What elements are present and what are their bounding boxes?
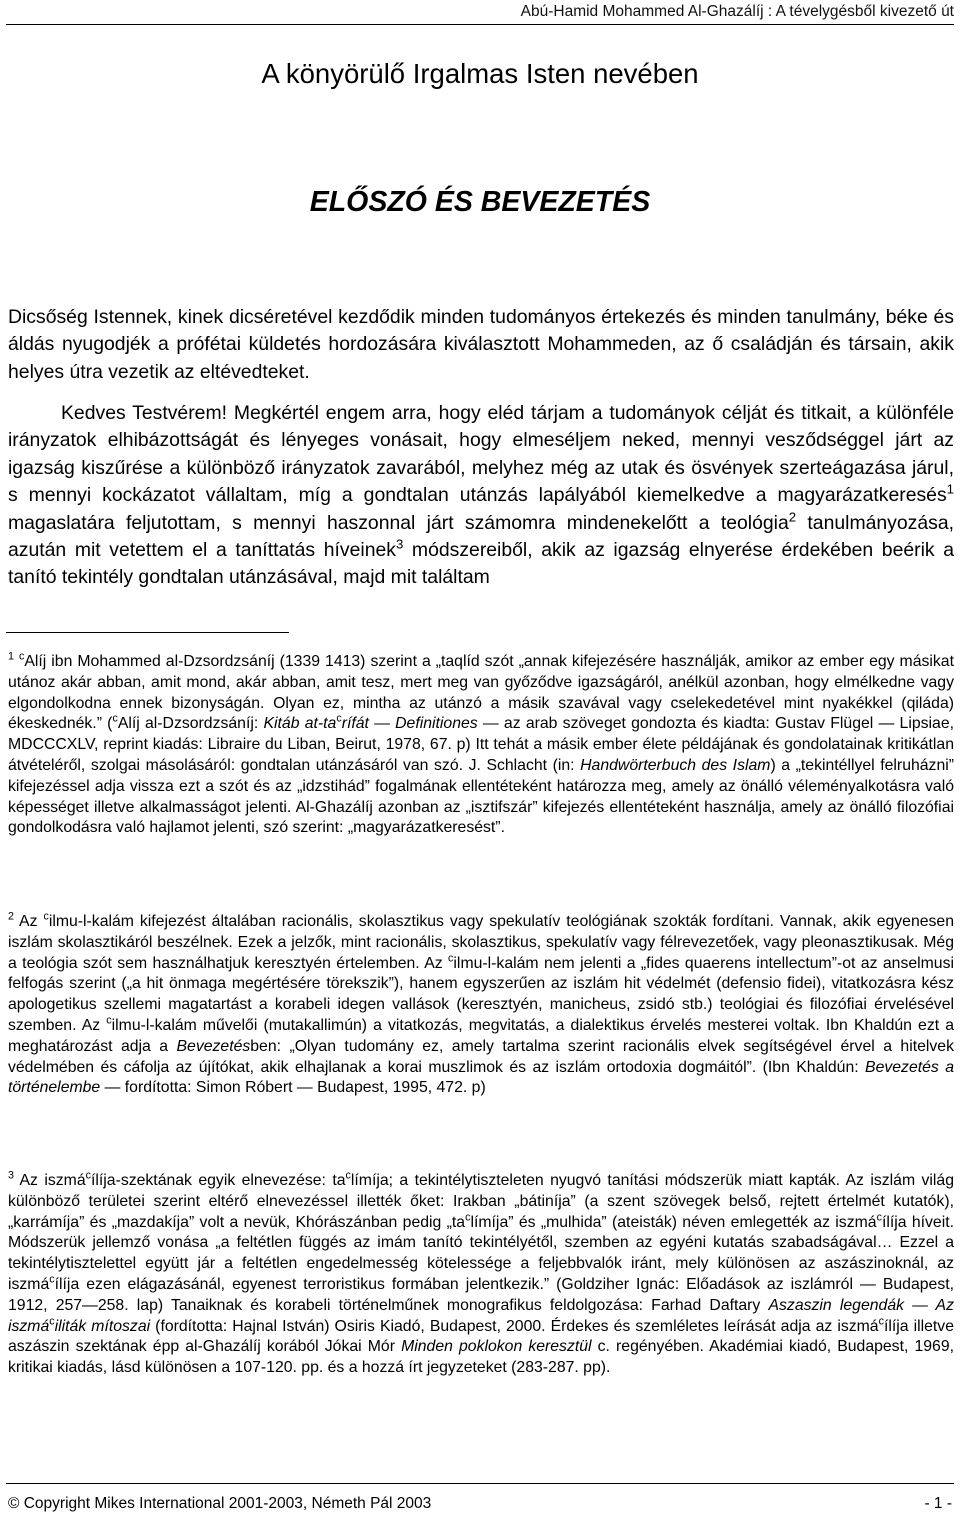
footnote-text: ílíja híveit. Módszerük jellemző vonása „a feltétlen függés az imám tanító tekintélyétől, szemben az egyéni kutatás szabadságával… Ezzel a tekintélytisztelettel együtt jár a feltétlen engedelmesség kötelessége a feljebbvalók iránt, mely különösen az aszászinoknál, az iszmá [8,1213,954,1293]
footnote-divider [6,632,289,633]
page-number: - 1 - [924,1495,952,1512]
footnote-1 [8,652,954,839]
footnote-italic: Handwörterbuch des Islam [580,756,771,774]
ayn-marker: c [18,650,25,663]
copyright-notice: © Copyright Mikes International 2001-2003, Németh Pál 2003 [8,1495,432,1512]
ayn-marker: c [465,1211,471,1224]
paragraph-1: Dicsőség Istennek, kinek dicséretével kezdődik minden tudományos értekezés és minden tanulmány, béke és áldás nyugodjék a prófétai küldetés hordozására kiválasztott Mohammeden, az ő családján és társain, akik helyes útra vezetik az eltévedteket. [8,306,954,383]
footnote-text: ílíja illetve aszászin szektának épp al-Ghazálíj korából Jókai Mór [8,1317,954,1356]
footnote-text: ) a „tekintéllyel felruházni” kifejezéssel adja vissza ezt a szót és az „idzstihád” fogalmának ellentéteként határozza meg, amely az önálló véleményalkotásra való képességet illetve alkalmasságot jelenti. Al-Ghazálíj azonban az „isztifszár” kifejezés ellentéteként használja, amely az önálló filozófiai gondolkodásra való hajlamot jelenti, szó szerint: „magyarázatkeresést”. [8,756,954,837]
footnote-2 [8,912,954,1099]
running-header: Abú-Hamid Mohammed Al-Ghazálíj : A tévelygésből kivezető út [520,3,954,20]
ayn-marker: c [49,1315,55,1328]
ayn-marker: c [85,1169,91,1182]
ayn-marker: c [336,713,342,726]
ayn-marker: c [112,713,118,726]
footnote-text: (fordította: Hajnal István) Osiris Kiadó, Budapest, 2000. Érdekes és szemléletes leírását adja az iszmá [150,1317,879,1335]
footnote-italic: Minden poklokon keresztül [401,1338,592,1356]
ayn-marker: c [106,1014,112,1027]
footer-divider [6,1483,954,1484]
footnote-italic: Bevezetés a történelembe [8,1058,955,1097]
footnote-italic: Kitáb at-ta [263,715,337,733]
footnote-italic: iliták mítoszai [54,1317,151,1335]
paragraph-2 [8,400,954,592]
footnote-text: límíja” és „mulhida” (ateisták) néven emlegették az iszmá [470,1213,877,1231]
footnote-text: — fordította: Simon Róbert — Budapest, 1995, 472. p) [100,1079,486,1097]
header-divider [6,24,954,25]
footnote-number: 1 [8,650,14,663]
footnote-italic: Bevezetés [176,1037,251,1055]
ayn-marker: c [43,910,49,923]
footnote-text: ilmu-l-kalám művelői (mutakallimún) a vitatkozás, megvitatás, a dialektikus érvelés mesterei voltak. Ibn Khaldún ezt a meghatározást adja a [8,1016,955,1055]
paragraph-2-text: Kedves Testvérem! Megkértél engem arra, hogy eléd tárjam a tudományok célját és titkait, a különféle irányzatok elhibázottságát és lényeges vonásait, hogy elmeséljem neked, mennyi vesződséggel járt az igazság kiszűrése a különböző irányzatok zavarából, melyhez még az utak és ösvények szerteágazása járul, s mennyi kockázatot vállaltam, míg a gondtalan utánzás lapályából kiemelkedve a magyarázatkeresés [8,402,954,507]
ayn-marker: c [345,1169,351,1182]
footnote-text: — az arab szöveget gondozta és kiadta: Gustav Flügel — Lipsiae, MDCCCXLV, reprint kiadás: Libraire du Liban, Beirut, 1978, 67. p) Itt tehát a másik ember élete példájának és gondolatainak kritikátlan átvételéről, szolgai másolásáról: gondtalan utánzásáról van szó. J. Schlacht (in: [8,715,954,774]
paragraph-2-text: magaslatára feljutottam, s mennyi haszonnal járt számomra mindenekelőtt a teológia [8,511,789,534]
footnote-3 [8,1171,954,1379]
footnote-text: ílíja ezen elágazásánál, egyenest terroristikus formában jelentkezik.” (Goldziher Ignác: Előadások az iszlámról — Budapest, 1912, 257—258. lap) Tanaiknak és korabeli történelműnek monografikus feldolgozása: Farhad Daftary [8,1275,954,1314]
footnote-italic: Aszaszin legendák — Az iszmá [8,1296,954,1335]
footnote-number: 3 [8,1169,14,1182]
footnote-text: Alíj al-Dzsordzsáníj: [117,715,264,733]
footnote-text: Alíj ibn Mohammed al-Dzsordzsáníj (1339 1413) szerint a „taqlíd szót „annak kifejezésére használják, amikor az ember egy másikat utánoz akár abban, amit mond, akár abban, amit tesz, mert meg van győződve igazságáról, anélkül azonban, hogy elmélkedne vagy elgondolkodna ennek bizonyságán. Olyan ez, mintha az utánzó a másik szavával vagy cselekedetével mint nyakékkel (qiláda) ékeskednék.” ( [8,653,954,733]
footnote-text: ben: „Olyan tudomány ez, amely tartalma szerint racionális elvek segítségével érvel a hitelvek védelmében és cáfolja az újítókat, akik elhajlanak a korai muszlimok és az iszlám ortodoxia dogmáitól”. (Ibn Khaldún: [8,1037,954,1076]
bismillah-heading: A könyörülő Irgalmas Isten nevében [261,58,699,89]
footnote-ref-1[interactable]: 1 [946,481,954,497]
footnote-text: ilmu-l-kalám kifejezést általában racionális, skolasztikus vagy spekulatív teológiának szokták fordítani. Vannak, akik egyenesen iszlám skolasztikáról beszélnek. Ezek a jelzők, mint racionális, skolasztikus, spekulatív vagy félrevezetőek, vagy pleonasztikusak. Még a teológia szót sem használhatjuk keresztyén értelemben. Az [8,913,954,972]
ayn-marker: c [878,1315,884,1328]
paragraph-2-text: módszereiből, akik az igazság elnyerése érdekében beérik a tanító tekintély gondtalan utánzásával, majd mit találtam [8,539,955,589]
footnote-text: Az [13,913,44,930]
footnote-text: ilmu-l-kalám nem jelenti a „fides quaerens intellectum”-ot az anselmusi felfogás szerint („a hit önmaga megértésére törekszik”), hanem egyszerűen az iszlám hit védelmét (defensio fidei), vitatkozásra kész apologetikus szellemi magatartást a korabeli idegen vallások (keresztyén, manicheus, zsidó stb.) teológiai és filozófiai érvelésével szemben. Az [8,954,954,1034]
paragraph-2-text: tanulmányozása, azután mit vetettem el a taníttatás híveinek [8,511,954,562]
section-title: ELŐSZÓ ÉS BEVEZETÉS [309,186,651,218]
footnote-ref-2[interactable]: 2 [788,509,797,525]
footnote-italic: rífát — Definitiones [341,715,478,733]
ayn-marker: c [876,1211,882,1224]
footnote-text: c. regényében. Akadémiai kiadó, Budapest, 1969, kritikai kiadás, lásd különösen a 107-120. pp. és a hozzá írt jegyzeteket (283-287. pp). [8,1338,954,1377]
ayn-marker: c [49,1273,55,1286]
footnote-number: 2 [8,910,14,923]
footnote-text: límíja; a tekintélytiszteleten nyugvó tanítási módszerük miatt kapták. Az iszlám világ különböző területei szerint eltérő elnevezéssel illették őket: Irakban „bátiníja” (a szent szövegek belső, rejtett értelmét kutatók), „karrámíja” és „mazdakíja” volt a nevük, Khórászánban pedig „ta [8,1172,954,1231]
footnote-text: Az iszmá [13,1172,86,1189]
footnote-ref-3[interactable]: 3 [395,536,404,552]
footnote-text: ílíja-szektának egyik elnevezése: ta [90,1172,346,1189]
ayn-marker: c [448,952,454,965]
